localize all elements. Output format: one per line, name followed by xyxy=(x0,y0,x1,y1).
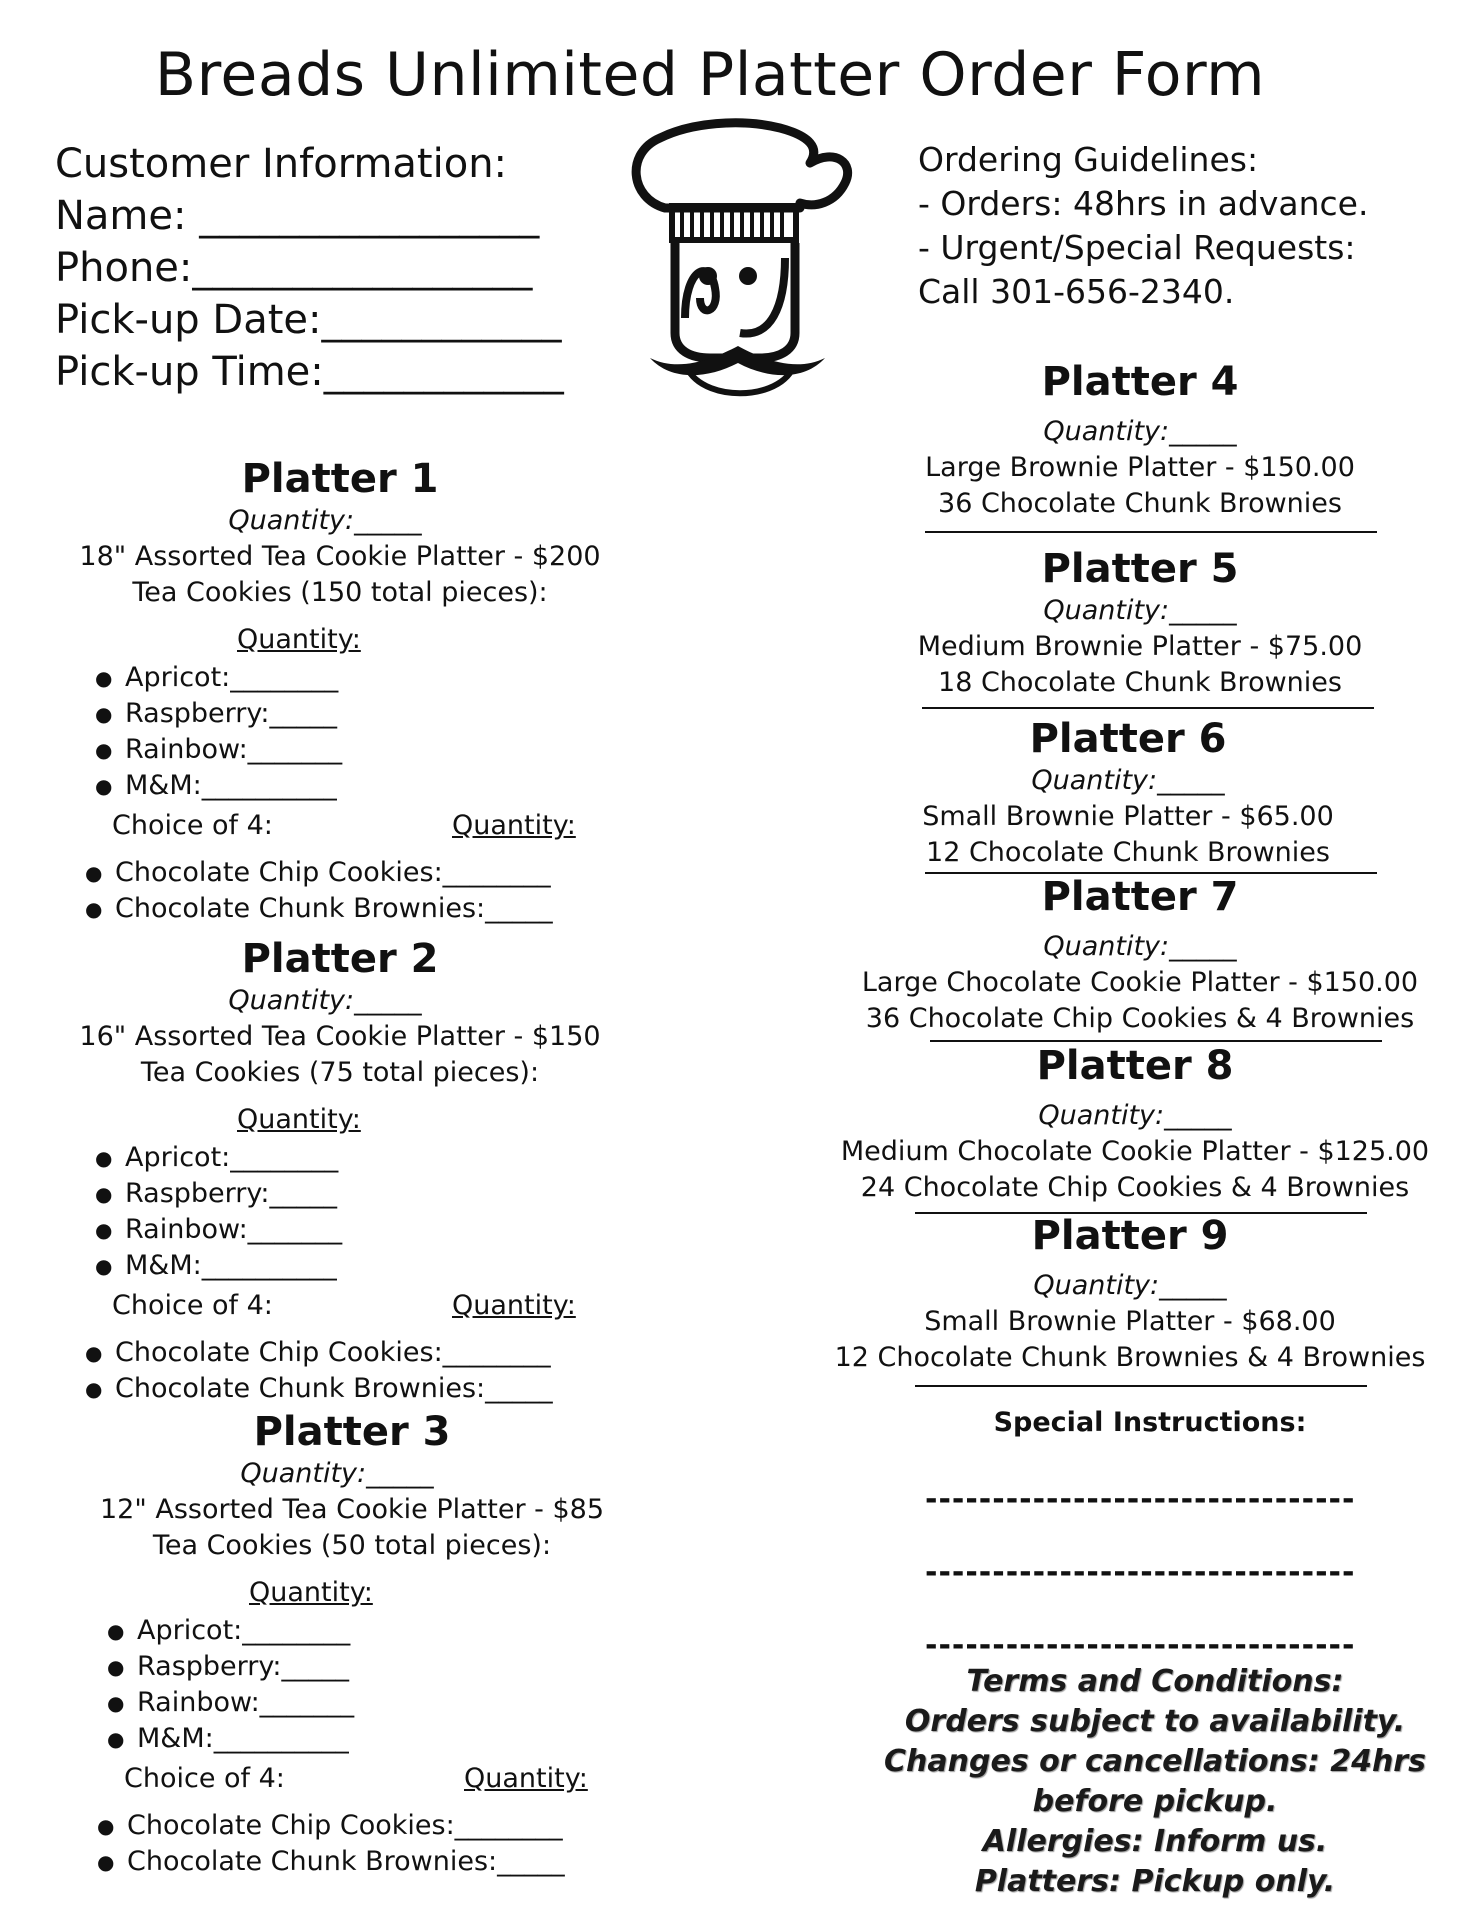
platter-1-choices xyxy=(85,855,553,927)
choice-chocolate-chunk[interactable]: ● Chocolate Chunk Brownies:_____ xyxy=(85,1371,553,1407)
special-instructions-line[interactable]: -------------------------------- xyxy=(925,1482,1356,1517)
platter-quantity[interactable]: Quantity:_____ xyxy=(1033,1270,1227,1301)
platter-6 xyxy=(828,715,1428,871)
platter-3-flavors xyxy=(107,1613,354,1757)
flavor-mm[interactable]: ● M&M:__________ xyxy=(95,768,342,804)
platter-9 xyxy=(830,1212,1430,1376)
platter-quantity[interactable]: Quantity:_____ xyxy=(240,1458,434,1489)
guideline-phone: Call 301-656-2340. xyxy=(918,272,1235,311)
terms-before-pickup: before pickup. xyxy=(1032,1784,1278,1819)
platter-subtitle: 18 Chocolate Chunk Brownies xyxy=(938,667,1342,698)
flavor-quantity-label: Quantity: xyxy=(249,1577,373,1608)
platter-3-header xyxy=(52,1408,652,1564)
terms-allergies: Allergies: Inform us. xyxy=(982,1824,1328,1859)
platter-title: Platter 5 xyxy=(1041,546,1239,592)
choice-label: Choice of 4: xyxy=(124,1763,285,1794)
terms-heading: Terms and Conditions: xyxy=(966,1664,1344,1699)
platter-description: 18" Assorted Tea Cookie Platter - $200 xyxy=(79,541,601,572)
flavor-rainbow[interactable]: ● Rainbow:_______ xyxy=(107,1685,354,1721)
platter-subtitle: 36 Chocolate Chip Cookies & 4 Brownies xyxy=(865,1003,1415,1034)
platter-description: Large Chocolate Cookie Platter - $150.00 xyxy=(861,967,1419,998)
platter-quantity[interactable]: Quantity:_____ xyxy=(1043,416,1237,447)
platter-quantity[interactable]: Quantity:_____ xyxy=(1031,765,1225,796)
platter-1-flavors xyxy=(95,660,342,804)
platter-8 xyxy=(835,1042,1435,1206)
platter-description: Small Brownie Platter - $68.00 xyxy=(924,1306,1336,1337)
terms-pickup-only: Platters: Pickup only. xyxy=(974,1864,1336,1899)
platter-title: Platter 2 xyxy=(241,936,439,982)
terms-and-conditions xyxy=(880,1662,1430,1902)
flavor-quantity-label: Quantity: xyxy=(237,624,361,655)
platter-quantity[interactable]: Quantity:_____ xyxy=(228,505,422,536)
chef-logo-icon xyxy=(620,118,860,400)
flavor-apricot[interactable]: ● Apricot:________ xyxy=(107,1613,354,1649)
flavor-quantity-label: Quantity: xyxy=(237,1104,361,1135)
special-instructions-heading xyxy=(850,1405,1450,1441)
choice-quantity-label: Quantity: xyxy=(464,1763,588,1794)
choice-quantity-label: Quantity: xyxy=(452,810,576,841)
platter-quantity[interactable]: Quantity:_____ xyxy=(1043,931,1237,962)
platter-7 xyxy=(840,873,1440,1037)
pickup-date-field[interactable]: Pick-up Date:____________ xyxy=(55,297,562,343)
platter-3-choices xyxy=(97,1808,565,1880)
phone-field[interactable]: Phone:_________________ xyxy=(55,245,533,291)
platter-title: Platter 6 xyxy=(1029,716,1227,762)
special-instructions-line[interactable]: -------------------------------- xyxy=(925,1555,1356,1590)
platter-subtitle: 36 Chocolate Chunk Brownies xyxy=(938,488,1342,519)
platter-title: Platter 4 xyxy=(1041,359,1239,405)
choice-label: Choice of 4: xyxy=(112,810,273,841)
platter-description: 12" Assorted Tea Cookie Platter - $85 xyxy=(99,1494,605,1525)
customer-info xyxy=(55,138,564,398)
platter-2-flavors xyxy=(95,1140,342,1284)
flavor-rainbow[interactable]: ● Rainbow:_______ xyxy=(95,1212,342,1248)
platter-title: Platter 1 xyxy=(241,456,439,502)
platter-subtitle: 12 Chocolate Chunk Brownies xyxy=(926,837,1330,868)
platter-divider xyxy=(925,531,1377,533)
choice-chocolate-chip[interactable]: ● Chocolate Chip Cookies:________ xyxy=(85,855,553,891)
platter-subtitle: 24 Chocolate Chip Cookies & 4 Brownies xyxy=(860,1172,1410,1203)
choice-label: Choice of 4: xyxy=(112,1290,273,1321)
customer-heading: Customer Information: xyxy=(55,141,508,187)
platter-5 xyxy=(840,545,1440,701)
flavor-apricot[interactable]: ● Apricot:________ xyxy=(95,1140,342,1176)
platter-4 xyxy=(840,358,1440,522)
form-title: Breads Unlimited Platter Order Form xyxy=(154,40,1266,110)
terms-cancellations: Changes or cancellations: 24hrs xyxy=(884,1744,1426,1779)
platter-1-header xyxy=(40,455,640,611)
platter-description: Medium Brownie Platter - $75.00 xyxy=(917,631,1363,662)
platter-description: Small Brownie Platter - $65.00 xyxy=(922,801,1334,832)
platter-2-header xyxy=(40,935,640,1091)
flavor-mm[interactable]: ● M&M:__________ xyxy=(95,1248,342,1284)
platter-quantity[interactable]: Quantity:_____ xyxy=(1043,595,1237,626)
choice-quantity-label: Quantity: xyxy=(452,1290,576,1321)
platter-divider xyxy=(922,707,1374,709)
guideline-advance: - Orders: 48hrs in advance. xyxy=(918,184,1369,223)
guideline-urgent: - Urgent/Special Requests: xyxy=(918,228,1356,267)
platter-quantity[interactable]: Quantity:_____ xyxy=(228,985,422,1016)
flavor-mm[interactable]: ● M&M:__________ xyxy=(107,1721,354,1757)
platter-description: Medium Chocolate Cookie Platter - $125.00 xyxy=(840,1136,1430,1167)
ordering-guidelines xyxy=(918,138,1368,314)
platter-title: Platter 8 xyxy=(1036,1043,1234,1089)
platter-quantity[interactable]: Quantity:_____ xyxy=(1038,1100,1232,1131)
special-instructions-line[interactable]: -------------------------------- xyxy=(925,1628,1356,1663)
platter-title: Platter 3 xyxy=(253,1409,451,1455)
guidelines-heading: Ordering Guidelines: xyxy=(918,140,1259,179)
flavor-raspberry[interactable]: ● Raspberry:_____ xyxy=(95,1176,342,1212)
platter-subtitle: Tea Cookies (75 total pieces): xyxy=(140,1057,540,1088)
platter-description: Large Brownie Platter - $150.00 xyxy=(925,452,1355,483)
choice-chocolate-chunk[interactable]: ● Chocolate Chunk Brownies:_____ xyxy=(97,1844,565,1880)
platter-divider xyxy=(915,1385,1367,1387)
platter-title: Platter 9 xyxy=(1031,1213,1229,1259)
choice-chocolate-chunk[interactable]: ● Chocolate Chunk Brownies:_____ xyxy=(85,891,553,927)
choice-chocolate-chip[interactable]: ● Chocolate Chip Cookies:________ xyxy=(85,1335,553,1371)
platter-title: Platter 7 xyxy=(1041,874,1239,920)
platter-subtitle: 12 Chocolate Chunk Brownies & 4 Brownies xyxy=(834,1342,1426,1373)
platter-subtitle: Tea Cookies (150 total pieces): xyxy=(132,577,548,608)
flavor-raspberry[interactable]: ● Raspberry:_____ xyxy=(107,1649,354,1685)
platter-description: 16" Assorted Tea Cookie Platter - $150 xyxy=(79,1021,601,1052)
choice-chocolate-chip[interactable]: ● Chocolate Chip Cookies:________ xyxy=(97,1808,565,1844)
platter-subtitle: Tea Cookies (50 total pieces): xyxy=(152,1530,552,1561)
platter-2-choices xyxy=(85,1335,553,1407)
flavor-apricot[interactable]: ● Apricot:________ xyxy=(95,660,342,696)
flavor-rainbow[interactable]: ● Rainbow:_______ xyxy=(95,732,342,768)
flavor-raspberry[interactable]: ● Raspberry:_____ xyxy=(95,696,342,732)
pickup-time-field[interactable]: Pick-up Time:____________ xyxy=(55,349,564,395)
terms-availability: Orders subject to availability. xyxy=(904,1704,1406,1739)
name-field[interactable]: Name: _________________ xyxy=(55,193,540,239)
special-heading: Special Instructions: xyxy=(993,1407,1307,1438)
